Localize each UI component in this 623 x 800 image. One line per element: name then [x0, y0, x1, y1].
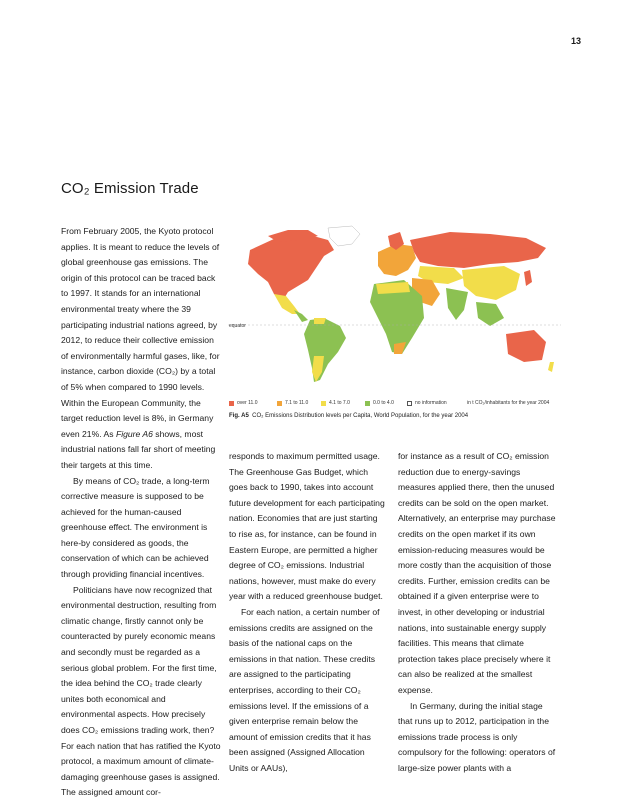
body-column-1 — [61, 224, 221, 800]
map-region-central-america — [294, 310, 308, 322]
legend-item-over-11 — [229, 400, 257, 406]
paragraph-4: responds to maximum permitted usage. The Greenhouse Gas Budget, which goes back to 1990, takes into account future development for each participating nation. Economies that are just starting to rise as, for instance, can be found in Eastern Europe, are permitted a higher degree of CO₂ emissions. Industrial nations, however, must make do every year with a reduced greenhouse budget. — [229, 451, 385, 602]
map-region-japan — [524, 270, 532, 286]
paragraph-2: By means of CO₂ trade, a long-term corrective measure is supposed to be achieved for the human-caused greenhouse effect. The environment is here-by considered as goods, the conservation of which can be achieved through providing financial incentives. — [61, 475, 210, 580]
legend-label: 0.0 to 4.0 — [373, 400, 394, 406]
paragraph-5: For each nation, a certain number of emissions credits are assigned on the basis of the national caps on the emissions in that nation. These credits are assigned to the participating enterprises, according to their CO₂ emissions level. If the emissions of a given enterprise remain below the amount of emission credits that it has been assigned (Assigned Allocation Units or AAUs), — [229, 606, 380, 773]
map-region-southeast-asia — [476, 302, 504, 326]
section-title: CO₂ Emission Trade — [61, 180, 199, 197]
legend-swatch-green — [365, 401, 370, 406]
map-region-australia — [506, 330, 546, 362]
paragraph-7: In Germany, during the initial stage that runs up to 2012, participation in the emissions trade process is only compulsory for the following: operators of large-size power plants with a — [398, 700, 556, 773]
legend-item-no-information — [407, 400, 447, 406]
figure-caption — [229, 413, 559, 419]
map-region-greenland — [328, 226, 360, 246]
figure-caption-label: Fig. A5 — [229, 413, 249, 419]
legend-swatch-empty — [407, 401, 412, 406]
body-column-2 — [229, 449, 385, 776]
map-region-new-zealand — [548, 362, 554, 372]
map-region-venezuela — [314, 318, 326, 324]
map-region-north-africa — [376, 282, 410, 294]
map-region-india — [446, 288, 468, 320]
map-region-north-america — [248, 234, 334, 302]
paragraph-1-text-b: shows, most industrial nations fall far short of meeting their targets at this time. — [61, 428, 216, 470]
legend-item-7-to-11 — [277, 400, 308, 406]
map-legend — [229, 400, 559, 410]
body-column-3 — [398, 449, 558, 776]
paragraph-3: Politicians have now recognized that environmental destruction, resulting from climatic change, firstly cannot only be counteracted by purely economic means and secondly must be regarded as a serious global problem. For the first time, the idea behind the CO₂ trade clearly unites both economical and environmental aspects. How precisely does CO₂ emissions trading work, then? For each nation that has ratified the Kyoto protocol, a maximum amount of climate-damaging greenhouse gases is assigned. The assigned amount cor- — [61, 584, 221, 798]
paragraph-1 — [61, 224, 221, 474]
unit-note-text: in t CO₂/inhabitants for the year 2004 — [467, 400, 550, 406]
legend-swatch-orange — [277, 401, 282, 406]
legend-swatch-red — [229, 401, 234, 406]
equator-label: equator — [229, 323, 246, 329]
legend-item-4-to-7 — [321, 400, 350, 406]
world-emissions-map — [228, 222, 561, 389]
legend-item-0-to-4 — [365, 400, 394, 406]
map-region-russia — [410, 232, 546, 268]
map-region-south-america — [304, 318, 346, 382]
legend-label: 7.1 to 11.0 — [285, 400, 309, 406]
legend-label: over 11.0 — [237, 400, 258, 406]
page-number: 13 — [570, 36, 581, 46]
figure-reference-link[interactable]: Figure A6 — [115, 428, 153, 439]
map-region-china — [462, 266, 520, 300]
legend-label: 4.1 to 7.0 — [329, 400, 350, 406]
legend-unit-note — [467, 400, 549, 406]
paragraph-1-text-a: From February 2005, the Kyoto protocol applies. It is meant to reduce the levels of global greenhouse gas emissions. The origin of this protocol can be traced back to 1997. It stands for an international environmental treaty where the 39 participating industrial nations agreed, by 2012, to reduce their collective emission of environmentally harmful gases, like, for instance, carbon dioxide (CO₂) by a total of 5% when compared to 1990 levels. Within the European Community, the target reduction level is 8%, in Germany even 21%. As — [61, 226, 220, 439]
figure-caption-text: CO₂ Emissions Distribution levels per Capita, World Population, for the year 2004 — [252, 413, 469, 419]
legend-label: no information — [415, 400, 447, 406]
legend-swatch-yellow — [321, 401, 326, 406]
paragraph-6: for instance as a result of CO₂ emission reduction due to energy-savings measures applied there, then the unused credits can be sold on the open market. Alternatively, an enterprise may purchase credits on the open market if its own emission-reducing measures would be more costly than the acquisition of those credits. Further, emission credits can be obtained if a given enterprise were to invest, in other developing or industrial nations, into sustainable energy supply facilities. This means that climate protection takes place precisely where it can also be realized at the smallest expense. — [398, 451, 556, 695]
map-region-mexico — [274, 294, 300, 314]
